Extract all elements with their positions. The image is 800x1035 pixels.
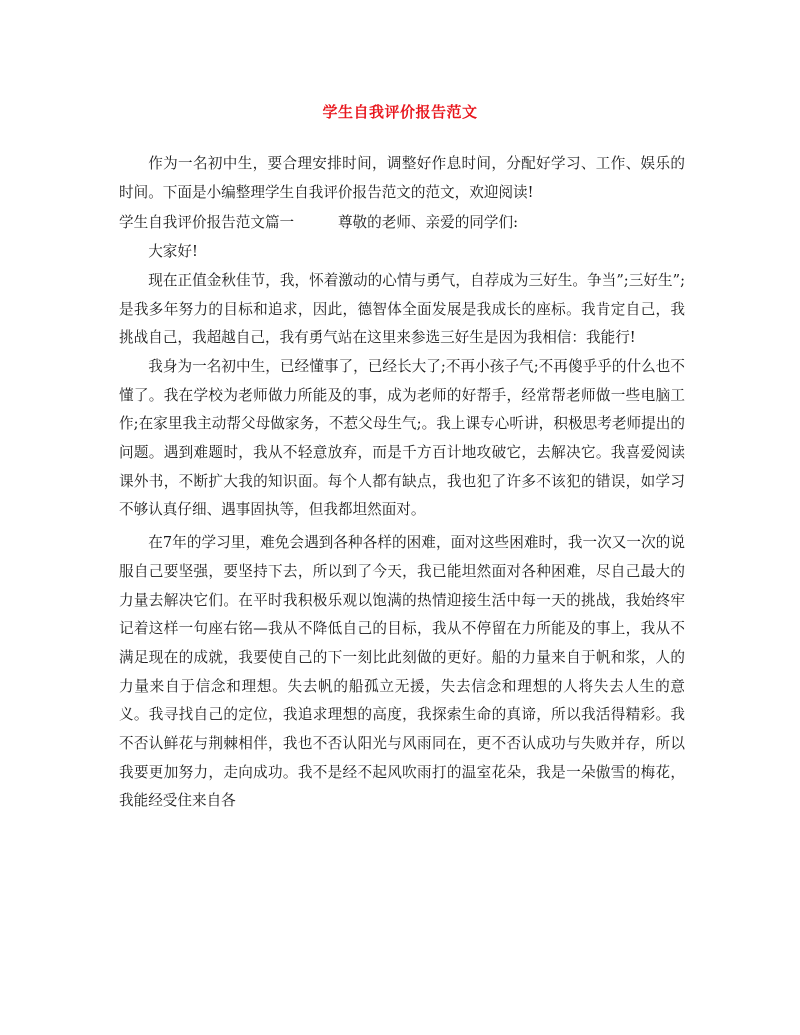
section-heading-line	[119, 209, 685, 238]
document-body	[119, 150, 685, 816]
intro-paragraph: 作为一名初中生，要合理安排时间，调整好作息时间，分配好学习、工作、娱乐的时间。下面是小编整理学生自我评价报告范文的范文，欢迎阅读!	[119, 155, 685, 201]
body-paragraph: 现在正值金秋佳节，我，怀着激动的心情与勇气，自荐成为三好生。争当”;三好生”;是我多年努力的目标和追求，因此，德智体全面发展是我成长的座标。我肯定自己，我挑战自己，我超越自己，我有勇气站在这里来参选三好生是因为我相信：我能行!	[119, 271, 685, 347]
salutation: 尊敬的老师、亲爱的同学们:	[337, 214, 518, 232]
body-paragraph: 我身为一名初中生，已经懂事了，已经长大了;不再小孩子气;不再傻乎乎的什么也不懂了。我在学校为老师做力所能及的事，成为老师的好帮手，经常帮老师做一些电脑工作;在家里我主动帮父母做家务，不惹父母生气;。我上课专心听讲，积极思考老师提出的问题。遇到难题时，我从不轻意放弃，而是千方百计地攻破它，去解决它。我喜爱阅读课外书，不断扩大我的知识面。每个人都有缺点，我也犯了许多不该犯的错误，如学习不够认真仔细、遇事固执等，但我都坦然面对。	[119, 357, 685, 519]
greeting: 大家好!	[148, 243, 198, 261]
section-heading: 学生自我评价报告范文篇一	[119, 214, 295, 232]
document-title: 学生自我评价报告范文	[322, 103, 478, 121]
body-paragraph: 在7年的学习里，难免会遇到各种各样的困难，面对这些困难时，我一次又一次的说服自己要坚强，要坚持下去，所以到了今天，我已能坦然面对各种困难，尽自己最大的力量去解决它们。在平时我积极乐观以饱满的热情迎接生活中每一天的挑战，我始终牢记着这样一句座右铭—我从不降低自己的目标，我从不停留在力所能及的事上，我从不满足现在的成就，我要使自己的下一刻比此刻做的更好。船的力量来自于帆和浆，人的力量来自于信念和理想。失去帆的船孤立无援，失去信念和理想的人将失去人生的意义。我寻找自己的定位，我追求理想的高度，我探索生命的真谛，所以我活得精彩。我不否认鲜花与荆棘相伴，我也不否认阳光与风雨同在，更不否认成功与失败并存，所以我要更加努力，走向成功。我不是经不起风吹雨打的温室花朵，我是一朵傲雪的梅花，我能经受住来自各	[119, 534, 685, 810]
